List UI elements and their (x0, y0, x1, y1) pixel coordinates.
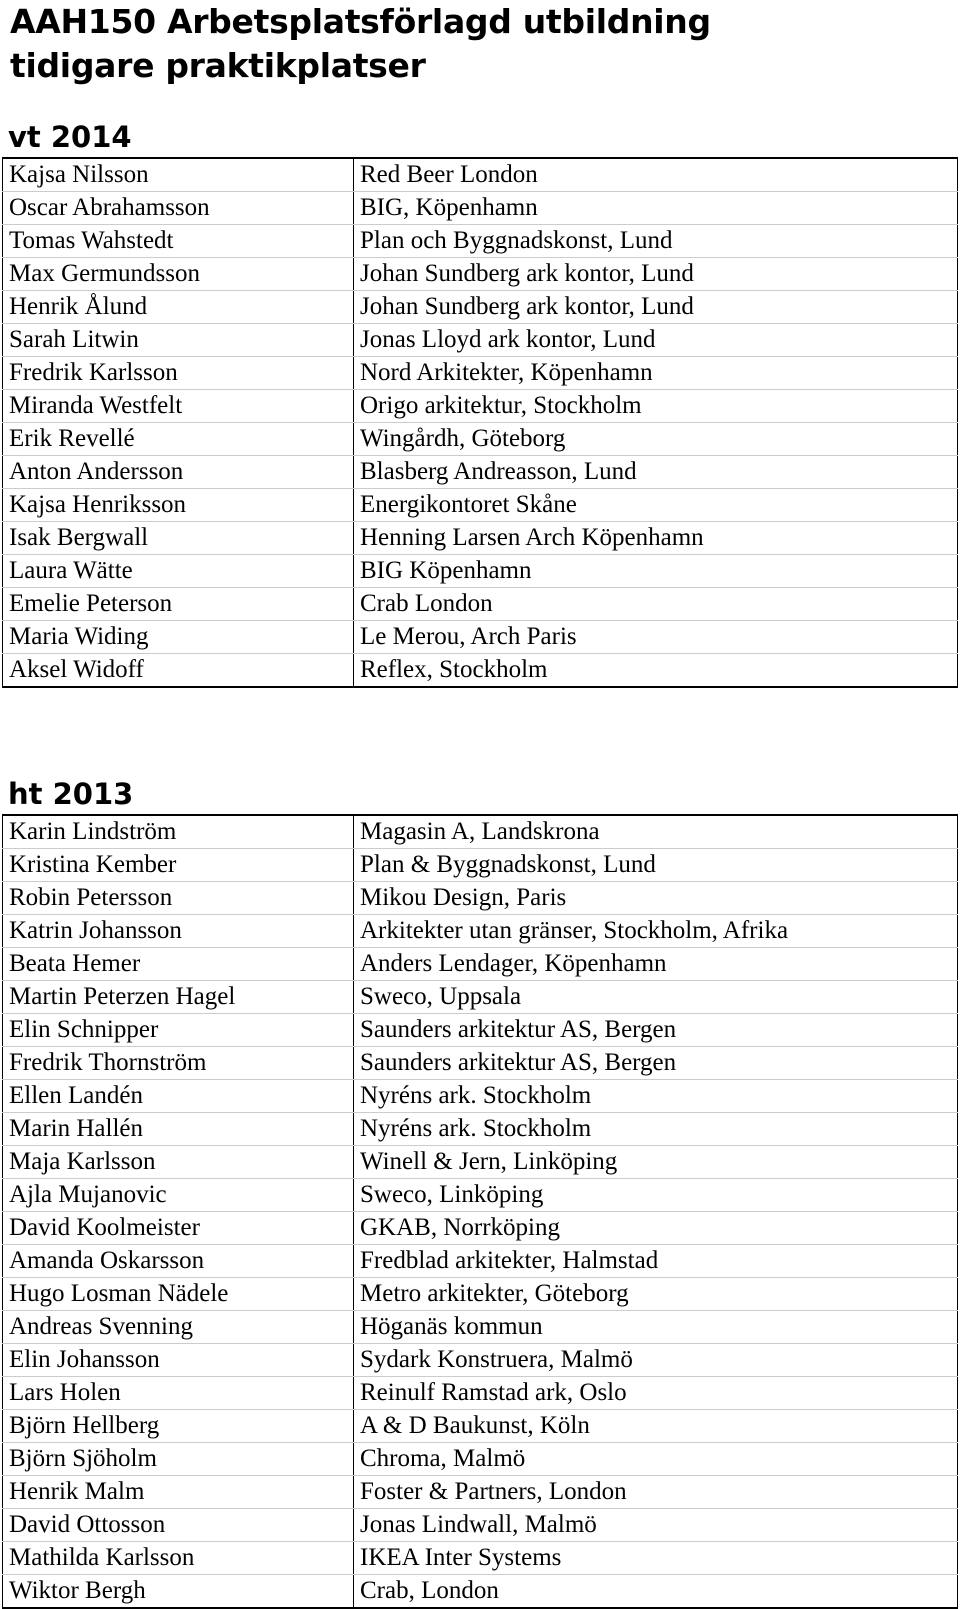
section-heading-ht-2013: ht 2013 (8, 777, 134, 811)
placement-cell: Reinulf Ramstad ark, Oslo (354, 1377, 958, 1410)
table-row (3, 1113, 958, 1146)
student-name-cell: Beata Hemer (3, 948, 354, 981)
table-row (3, 258, 958, 291)
student-name-cell: Maja Karlsson (3, 1146, 354, 1179)
placement-cell: GKAB, Norrköping (354, 1212, 958, 1245)
placement-cell: Saunders arkitektur AS, Bergen (354, 1047, 958, 1080)
table-row (3, 588, 958, 621)
student-name-cell: Fredrik Karlsson (3, 357, 354, 390)
student-name-cell: Emelie Peterson (3, 588, 354, 621)
student-name-cell: Elin Johansson (3, 1344, 354, 1377)
section-heading-vt-2014: vt 2014 (8, 120, 132, 154)
student-name-cell: David Ottosson (3, 1509, 354, 1542)
student-name-cell: Kajsa Nilsson (3, 158, 354, 192)
student-name-cell: Max Germundsson (3, 258, 354, 291)
table-row (3, 621, 958, 654)
table-row (3, 456, 958, 489)
placement-cell: Plan & Byggnadskonst, Lund (354, 849, 958, 882)
placement-cell: Nyréns ark. Stockholm (354, 1113, 958, 1146)
page-title-line-2: tidigare praktikplatser (10, 46, 426, 85)
page-title-line-1: AAH150 Arbetsplatsförlagd utbildning (10, 2, 711, 41)
placements-table-vt-2014 (2, 157, 958, 688)
student-name-cell: Björn Hellberg (3, 1410, 354, 1443)
table-row (3, 1080, 958, 1113)
placement-cell: Sweco, Uppsala (354, 981, 958, 1014)
student-name-cell: Henrik Ålund (3, 291, 354, 324)
placement-cell: Henning Larsen Arch Köpenhamn (354, 522, 958, 555)
placement-cell: Red Beer London (354, 158, 958, 192)
placement-cell: Origo arkitektur, Stockholm (354, 390, 958, 423)
placement-cell: BIG Köpenhamn (354, 555, 958, 588)
table-row (3, 1344, 958, 1377)
student-name-cell: Fredrik Thornström (3, 1047, 354, 1080)
student-name-cell: Hugo Losman Nädele (3, 1278, 354, 1311)
placement-cell: Foster & Partners, London (354, 1476, 958, 1509)
placement-cell: Crab, London (354, 1575, 958, 1609)
student-name-cell: Isak Bergwall (3, 522, 354, 555)
table-row (3, 1245, 958, 1278)
table-row (3, 1476, 958, 1509)
placement-cell: Arkitekter utan gränser, Stockholm, Afrika (354, 915, 958, 948)
table-row (3, 1179, 958, 1212)
placement-cell: IKEA Inter Systems (354, 1542, 958, 1575)
table-row (3, 849, 958, 882)
table-row (3, 981, 958, 1014)
student-name-cell: Karin Lindström (3, 815, 354, 849)
placement-cell: Le Merou, Arch Paris (354, 621, 958, 654)
table-row (3, 1212, 958, 1245)
student-name-cell: Lars Holen (3, 1377, 354, 1410)
placement-cell: Blasberg Andreasson, Lund (354, 456, 958, 489)
table-row (3, 815, 958, 849)
table-row (3, 654, 958, 688)
table-row (3, 1146, 958, 1179)
student-name-cell: Henrik Malm (3, 1476, 354, 1509)
table-row (3, 423, 958, 456)
table-row (3, 1443, 958, 1476)
placement-cell: Johan Sundberg ark kontor, Lund (354, 258, 958, 291)
placement-cell: Fredblad arkitekter, Halmstad (354, 1245, 958, 1278)
table-row (3, 882, 958, 915)
placement-cell: Höganäs kommun (354, 1311, 958, 1344)
table-row (3, 390, 958, 423)
student-name-cell: Mathilda Karlsson (3, 1542, 354, 1575)
table-row (3, 948, 958, 981)
table-row (3, 324, 958, 357)
student-name-cell: Wiktor Bergh (3, 1575, 354, 1609)
table-row (3, 225, 958, 258)
placement-cell: Plan och Byggnadskonst, Lund (354, 225, 958, 258)
table-row (3, 192, 958, 225)
table-row (3, 1311, 958, 1344)
table-row (3, 1509, 958, 1542)
placement-cell: Nyréns ark. Stockholm (354, 1080, 958, 1113)
placement-cell: A & D Baukunst, Köln (354, 1410, 958, 1443)
placements-table-ht-2013 (2, 814, 958, 1609)
student-name-cell: Miranda Westfelt (3, 390, 354, 423)
placement-cell: Saunders arkitektur AS, Bergen (354, 1014, 958, 1047)
student-name-cell: Katrin Johansson (3, 915, 354, 948)
student-name-cell: Erik Revellé (3, 423, 354, 456)
table-row (3, 1575, 958, 1609)
table-row (3, 1377, 958, 1410)
table-row (3, 1047, 958, 1080)
placement-cell: Nord Arkitekter, Köpenhamn (354, 357, 958, 390)
student-name-cell: Tomas Wahstedt (3, 225, 354, 258)
placement-cell: Jonas Lindwall, Malmö (354, 1509, 958, 1542)
table-row (3, 291, 958, 324)
placement-cell: Johan Sundberg ark kontor, Lund (354, 291, 958, 324)
table-row (3, 1014, 958, 1047)
table-row (3, 158, 958, 192)
placement-cell: Anders Lendager, Köpenhamn (354, 948, 958, 981)
placement-cell: Metro arkitekter, Göteborg (354, 1278, 958, 1311)
student-name-cell: Andreas Svenning (3, 1311, 354, 1344)
student-name-cell: Marin Hallén (3, 1113, 354, 1146)
student-name-cell: Björn Sjöholm (3, 1443, 354, 1476)
student-name-cell: Ellen Landén (3, 1080, 354, 1113)
student-name-cell: Kristina Kember (3, 849, 354, 882)
placement-cell: Energikontoret Skåne (354, 489, 958, 522)
table-row (3, 522, 958, 555)
placement-cell: Chroma, Malmö (354, 1443, 958, 1476)
placement-cell: Jonas Lloyd ark kontor, Lund (354, 324, 958, 357)
placement-cell: Crab London (354, 588, 958, 621)
table-row (3, 357, 958, 390)
table-row (3, 489, 958, 522)
student-name-cell: Ajla Mujanovic (3, 1179, 354, 1212)
student-name-cell: Martin Peterzen Hagel (3, 981, 354, 1014)
student-name-cell: David Koolmeister (3, 1212, 354, 1245)
placement-cell: Sweco, Linköping (354, 1179, 958, 1212)
student-name-cell: Laura Wätte (3, 555, 354, 588)
page-title (10, 0, 711, 88)
student-name-cell: Oscar Abrahamsson (3, 192, 354, 225)
placement-cell: Mikou Design, Paris (354, 882, 958, 915)
placement-cell: Magasin A, Landskrona (354, 815, 958, 849)
student-name-cell: Elin Schnipper (3, 1014, 354, 1047)
table-row (3, 1542, 958, 1575)
student-name-cell: Amanda Oskarsson (3, 1245, 354, 1278)
student-name-cell: Maria Widing (3, 621, 354, 654)
student-name-cell: Kajsa Henriksson (3, 489, 354, 522)
table-row (3, 1410, 958, 1443)
table-row (3, 915, 958, 948)
placement-cell: Sydark Konstruera, Malmö (354, 1344, 958, 1377)
student-name-cell: Aksel Widoff (3, 654, 354, 688)
student-name-cell: Sarah Litwin (3, 324, 354, 357)
placement-cell: BIG, Köpenhamn (354, 192, 958, 225)
placement-cell: Wingårdh, Göteborg (354, 423, 958, 456)
table-row (3, 555, 958, 588)
student-name-cell: Robin Petersson (3, 882, 354, 915)
table-row (3, 1278, 958, 1311)
student-name-cell: Anton Andersson (3, 456, 354, 489)
placement-cell: Winell & Jern, Linköping (354, 1146, 958, 1179)
placement-cell: Reflex, Stockholm (354, 654, 958, 688)
